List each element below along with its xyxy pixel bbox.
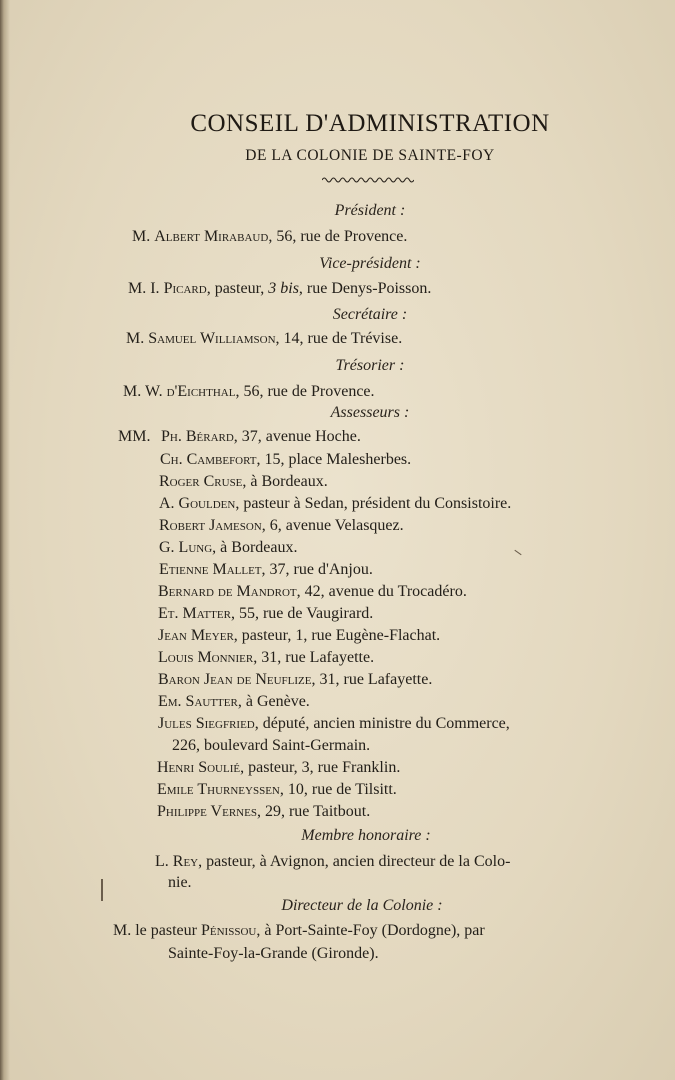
person-name: Em. Sautter [158,693,238,710]
person-name: Roger Cruse [159,473,243,490]
president-heading: Président : [334,202,406,219]
vice-president-entry [128,280,431,298]
directeur-heading: Directeur de la Colonie : [281,897,443,914]
entry-details: , à Port-Sainte-Foy (Dordogne), par [256,922,485,939]
page-subtitle: DE LA COLONIE DE SAINTE-FOY [245,147,495,164]
entry-details: , pasteur, [206,280,269,297]
assesseurs-heading: Assesseurs : [330,404,410,421]
assesseur-entry [158,583,467,601]
person-name: Baron Jean de Neuflize [158,671,312,688]
assesseur-entry [159,539,297,557]
entry-details: , pasteur à Sedan, président du Consistoire. [235,495,512,512]
entry-details: , 29, rue Taitbout. [256,803,371,820]
entry-details: , député, ancien ministre du Commerce, [254,715,510,732]
assesseur-entry [157,759,400,777]
person-name: Pénissou [200,922,257,939]
assesseur-entry [158,649,374,667]
person-name: Albert Mirabaud [154,228,269,245]
entry-details: , 56, rue de Provence. [268,228,408,245]
entry-details: , 14, rue de Trévise. [275,330,403,347]
assesseur-entry [158,627,440,645]
entry-details: , 31, rue Lafayette. [311,671,433,688]
entry-details: , pasteur, à Avignon, ancien directeur de la Colo- [198,853,511,870]
assesseur-entry [159,473,328,491]
entry-details: , 55, rue de Vaugirard. [230,605,374,622]
entry-details: , 37, rue d'Anjou. [261,561,373,578]
person-name: Philippe Vernes [157,803,257,820]
secretaire-heading: Secrétaire : [332,306,408,323]
person-name: Ch. Cambefort [160,451,257,468]
entry-details-italic: 3 bis [268,280,299,297]
assesseur-entry [161,428,361,446]
entry-details: , 42, avenue du Trocadéro. [296,583,467,600]
entry-details: , 56, rue de Provence. [235,383,375,400]
vice-president-heading: Vice-président : [319,255,421,272]
person-name: Emile Thurneyssen [157,781,280,798]
president-entry [132,228,407,246]
entry-details: , 15, place Malesherbes. [256,451,412,468]
entry-details: , à Bordeaux. [242,473,328,490]
person-name: Jules Siegfried [158,715,255,732]
entry-details: , 31, rue Lafayette. [253,649,375,666]
assesseur-entry [159,561,373,579]
membre-honoraire-entry [155,853,510,871]
person-name: Louis Monnier [158,649,254,666]
secretaire-entry [126,330,402,348]
tresorier-heading: Trésorier : [335,357,405,374]
entry-details: , 6, avenue Velasquez. [261,517,404,534]
assesseurs-prefix: MM. [118,428,151,445]
entry-prefix: M. [113,922,132,939]
person-name: Samuel Williamson [148,330,276,347]
assesseur-entry [159,495,511,513]
person-name: d'Eichthal [166,383,236,400]
paper-mark [514,550,521,555]
assesseur-entry [157,803,370,821]
entry-prefix: M. W. [123,383,163,400]
person-name: Et. Matter [158,605,231,622]
entry-prefix: M. I. [128,280,160,297]
membre-honoraire-continuation: nie. [168,874,192,891]
person-name: Jean Meyer [158,627,234,644]
person-name: Robert Jameson [159,517,262,534]
tresorier-entry [123,383,375,401]
assesseur-entry [160,451,411,469]
paper-mark [101,879,103,901]
person-name: G. Lung [159,539,213,556]
entry-details: , pasteur, 3, rue Franklin. [240,759,401,776]
person-name: L. Rey [155,853,199,870]
directeur-continuation: Sainte-Foy-la-Grande (Gironde). [168,945,379,962]
membre-honoraire-heading: Membre honoraire : [301,827,431,844]
wavy-rule-ornament [322,175,414,185]
person-name: Picard [163,280,207,297]
directeur-entry [113,922,485,940]
assesseur-entry-continuation: 226, boulevard Saint-Germain. [172,737,371,754]
person-name: A. Goulden [159,495,236,512]
assesseur-entry [158,693,310,711]
assesseur-entry [157,781,397,799]
assesseur-entry [158,605,373,623]
person-name: Etienne Mallet [159,561,262,578]
entry-details: , rue Denys-Poisson. [298,280,432,297]
assesseur-entry [158,671,432,689]
entry-details: , à Bordeaux. [212,539,298,556]
entry-details: , pasteur, 1, rue Eugène-Flachat. [233,627,441,644]
person-name: Ph. Bérard [161,428,234,445]
entry-details: , 37, avenue Hoche. [233,428,361,445]
person-name: Bernard de Mandrot [158,583,297,600]
entry-details: , 10, rue de Tilsitt. [279,781,397,798]
entry-details: le pasteur [135,922,201,939]
assesseur-entry [159,517,404,535]
person-name: Henri Soulié [157,759,241,776]
page-title: CONSEIL D'ADMINISTRATION [190,110,550,137]
assesseur-entry [158,715,510,733]
entry-details: , à Genève. [237,693,310,710]
entry-prefix: M. [132,228,151,245]
entry-prefix: M. [126,330,145,347]
